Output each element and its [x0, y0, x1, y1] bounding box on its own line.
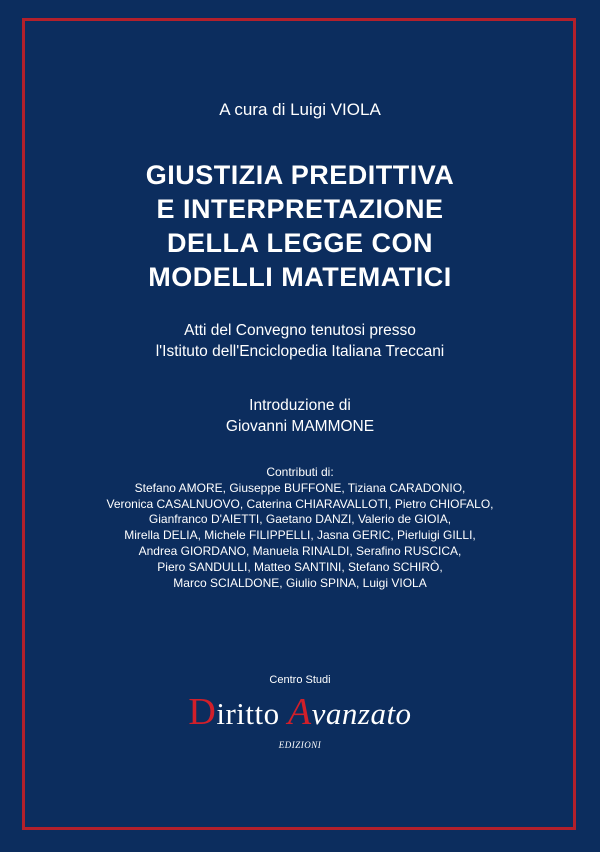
publisher-initial-d: D [188, 691, 217, 733]
intro-name: Giovanni MAMMONE [225, 418, 375, 435]
contributors-line: Mirella DELIA, Michele FILIPPELLI, Jasna GERIC, Pierluigi GILLI, [124, 528, 476, 543]
contributors-block [0, 465, 600, 591]
title-line: MODELLI MATEMATICI [148, 262, 452, 292]
publisher-initial-a: A [287, 691, 312, 733]
centro-studi-label: Centro Studi [269, 674, 331, 686]
contributors-line: Stefano AMORE, Giuseppe BUFFONE, Tiziana CARADONIO, [134, 480, 466, 495]
title-line: DELLA LEGGE CON [166, 228, 433, 258]
contributors-line: Andrea GIORDANO, Manuela RINALDI, Serafino RUSCICA, [138, 543, 462, 558]
contributors-line: Gianfranco D'AIETTI, Gaetano DANZI, Valerio de GIOIA, [148, 512, 452, 527]
subtitle-line: l'Istituto dell'Enciclopedia Italiana Treccani [155, 343, 445, 360]
subtitle [0, 320, 600, 362]
title-line: E INTERPRETAZIONE [156, 194, 444, 224]
contributors-line: Marco SCIALDONE, Giulio SPINA, Luigi VIOLA [173, 575, 427, 590]
contributors-label: Contributi di: [266, 465, 334, 479]
introduction-credit [0, 395, 600, 437]
intro-label: Introduzione di [249, 397, 351, 414]
publisher-logo [0, 690, 600, 734]
publisher-word1-rest: iritto [216, 696, 288, 731]
title-line: GIUSTIZIA PREDITTIVA [145, 160, 455, 190]
edizioni-label: EDIZIONI [278, 740, 322, 750]
contributors-line: Veronica CASALNUOVO, Caterina CHIARAVALLOTI, Pietro CHIOFALO, [106, 496, 494, 511]
subtitle-line: Atti del Convegno tenutosi presso [184, 322, 416, 339]
book-title [0, 158, 600, 294]
contributors-line: Piero SANDULLI, Matteo SANTINI, Stefano SCHIRÒ, [157, 559, 443, 574]
editor-credit: A cura di Luigi VIOLA [219, 100, 381, 119]
publisher-word2-rest: vanzato [311, 696, 412, 731]
